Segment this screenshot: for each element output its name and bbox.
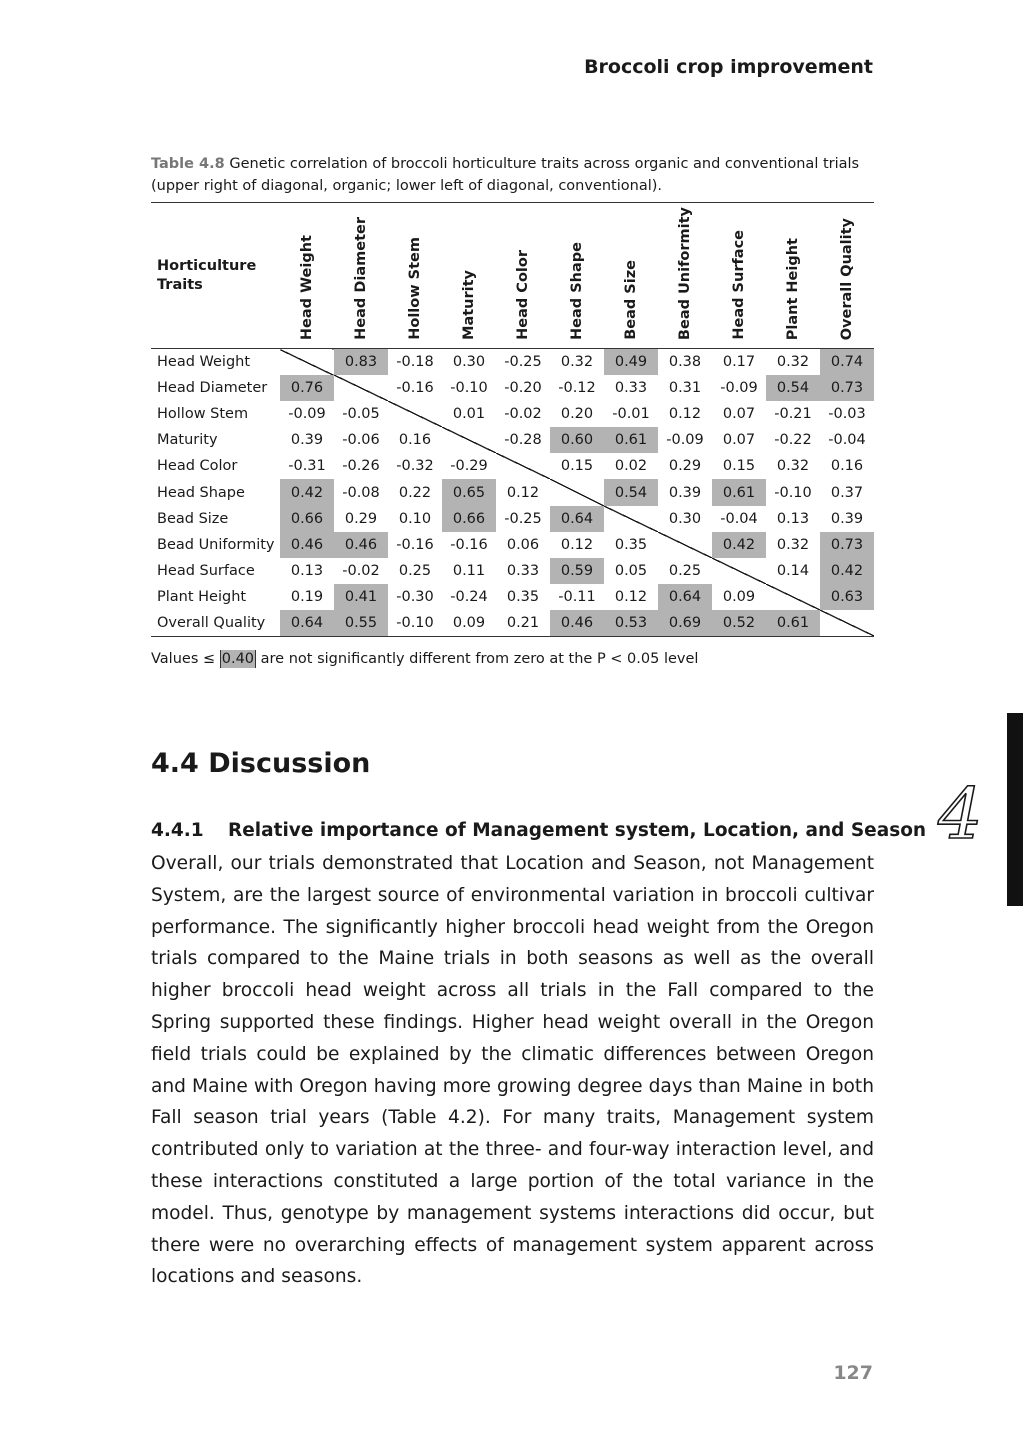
- column-header: [388, 203, 442, 349]
- correlation-cell: 0.33: [614, 379, 648, 396]
- column-header-label: Head Diameter: [353, 217, 369, 340]
- correlation-cell: 0.09: [722, 589, 756, 606]
- note-suffix: are not significantly different from zero at the P < 0.05 level: [256, 651, 699, 667]
- row-label: Head Color: [157, 458, 238, 475]
- row-label: Hollow Stem: [157, 405, 249, 422]
- correlation-cell: 0.49: [604, 349, 658, 375]
- table-corner-header: [151, 203, 280, 349]
- correlation-cell: -0.26: [342, 458, 380, 475]
- correlation-cell: 0.46: [334, 532, 388, 558]
- correlation-cell: 0.12: [668, 405, 702, 422]
- table-row: [151, 401, 874, 427]
- correlation-cell: -0.20: [504, 379, 542, 396]
- correlation-cell: 0.33: [506, 563, 540, 580]
- correlation-cell: -0.18: [396, 353, 434, 370]
- diagonal-cell: [604, 506, 658, 532]
- correlation-cell: 0.19: [290, 589, 324, 606]
- row-label: Head Shape: [157, 484, 245, 501]
- table-caption: [151, 153, 875, 197]
- correlation-cell: 0.38: [668, 353, 702, 370]
- diagonal-cell: [658, 532, 712, 558]
- diagonal-cell: [496, 453, 550, 479]
- row-label: Head Diameter: [157, 379, 268, 396]
- running-header: Broccoli crop improvement: [584, 56, 873, 78]
- diagonal-cell: [280, 349, 334, 375]
- note-threshold-box: 0.40: [221, 651, 255, 667]
- row-label: Head Weight: [157, 353, 251, 370]
- correlation-cell: 0.35: [614, 536, 648, 553]
- row-label: Head Surface: [157, 563, 255, 580]
- column-header: [658, 203, 712, 349]
- column-header: [496, 203, 550, 349]
- correlation-cell: -0.25: [504, 510, 542, 527]
- correlation-cell: 0.32: [560, 353, 594, 370]
- correlation-cell: 0.39: [290, 432, 324, 449]
- correlation-cell: 0.05: [614, 563, 648, 580]
- correlation-cell: -0.04: [720, 510, 758, 527]
- correlation-cell: 0.61: [712, 479, 766, 505]
- correlation-cell: -0.09: [666, 432, 704, 449]
- correlation-cell: 0.61: [604, 427, 658, 453]
- table-row: [151, 532, 874, 558]
- correlation-cell: -0.08: [342, 484, 380, 501]
- table-row: [151, 453, 874, 479]
- column-header: [604, 203, 658, 349]
- diagonal-cell: [442, 427, 496, 453]
- table-caption-text: Genetic correlation of broccoli horticulture traits across organic and conventional trials (upper right of diagonal, organic; lower left of diagonal, conventional).: [151, 156, 860, 194]
- correlation-cell: -0.31: [288, 458, 326, 475]
- correlation-cell: -0.29: [450, 458, 488, 475]
- correlation-cell: 0.54: [604, 479, 658, 505]
- correlation-cell: 0.55: [334, 610, 388, 636]
- column-header: [550, 203, 604, 349]
- column-header-label: Head Color: [515, 250, 531, 340]
- correlation-cell: 0.64: [658, 584, 712, 610]
- correlation-cell: 0.14: [776, 563, 810, 580]
- correlation-cell: 0.09: [442, 610, 496, 636]
- table-note: [151, 651, 698, 667]
- correlation-cell: 0.16: [830, 458, 864, 475]
- correlation-cell: 0.32: [776, 353, 810, 370]
- correlation-cell: 0.83: [334, 349, 388, 375]
- correlation-cell: 0.66: [280, 506, 334, 532]
- table-row: [151, 427, 874, 453]
- correlation-cell: -0.09: [288, 405, 326, 422]
- correlation-cell: 0.35: [506, 589, 540, 606]
- correlation-cell: 0.64: [280, 610, 334, 636]
- correlation-cell: 0.25: [398, 563, 432, 580]
- correlation-cell: -0.21: [774, 405, 812, 422]
- correlation-table: [151, 202, 874, 637]
- correlation-cell: 0.54: [766, 375, 820, 401]
- column-header-label: Bead Size: [623, 260, 639, 340]
- diagonal-cell: [550, 479, 604, 505]
- correlation-cell: 0.73: [820, 532, 874, 558]
- correlation-cell: 0.30: [668, 510, 702, 527]
- correlation-cell: 0.29: [344, 510, 378, 527]
- table-row: [151, 375, 874, 401]
- correlation-cell: 0.41: [334, 584, 388, 610]
- correlation-cell: 0.13: [776, 510, 810, 527]
- row-label: Maturity: [157, 432, 218, 449]
- correlation-cell: 0.66: [442, 506, 496, 532]
- correlation-cell: -0.04: [828, 432, 866, 449]
- subsection-number: 4.4.1: [151, 820, 204, 841]
- correlation-cell: -0.05: [342, 405, 380, 422]
- page-number: 127: [833, 1362, 873, 1384]
- correlation-cell: -0.09: [720, 379, 758, 396]
- correlation-cell: -0.25: [504, 353, 542, 370]
- diagonal-cell: [388, 401, 442, 427]
- correlation-cell: 0.73: [820, 375, 874, 401]
- column-header-label: Head Surface: [731, 230, 747, 340]
- correlation-cell: -0.01: [612, 405, 650, 422]
- correlation-cell: 0.32: [776, 458, 810, 475]
- correlation-cell: -0.32: [396, 458, 434, 475]
- correlation-cell: 0.15: [722, 458, 756, 475]
- correlation-cell: 0.42: [712, 532, 766, 558]
- correlation-cell: 0.42: [280, 479, 334, 505]
- correlation-cell: 0.20: [560, 405, 594, 422]
- correlation-cell: 0.46: [280, 532, 334, 558]
- diagonal-cell: [766, 584, 820, 610]
- chapter-tab: [1007, 713, 1023, 906]
- correlation-cell: 0.22: [398, 484, 432, 501]
- correlation-cell: -0.10: [388, 610, 442, 636]
- correlation-cell: -0.30: [396, 589, 434, 606]
- correlation-cell: 0.21: [496, 610, 550, 636]
- column-header-label: Overall Quality: [839, 217, 855, 340]
- correlation-cell: 0.64: [550, 506, 604, 532]
- table-caption-label: Table 4.8: [151, 156, 225, 172]
- correlation-cell: 0.07: [722, 405, 756, 422]
- column-header-label: Hollow Stem: [407, 237, 423, 340]
- column-header: [820, 203, 874, 349]
- correlation-cell: -0.10: [450, 379, 488, 396]
- correlation-cell: 0.30: [452, 353, 486, 370]
- table-row: [151, 349, 874, 375]
- correlation-cell: -0.22: [774, 432, 812, 449]
- correlation-cell: 0.13: [290, 563, 324, 580]
- correlation-cell: 0.37: [830, 484, 864, 501]
- correlation-cell: 0.11: [452, 563, 486, 580]
- correlation-cell: 0.01: [452, 405, 486, 422]
- correlation-cell: 0.31: [668, 379, 702, 396]
- correlation-cell: 0.06: [506, 536, 540, 553]
- column-header: [766, 203, 820, 349]
- correlation-cell: -0.16: [396, 379, 434, 396]
- correlation-cell: 0.60: [550, 427, 604, 453]
- table-row: [151, 558, 874, 584]
- body-paragraph: Overall, our trials demonstrated that Location and Season, not Management System, are the largest source of environmental variation in broccoli cultivar performance. The significantly higher broccoli head weight from the Oregon trials compared to the Maine trials in both seasons as well as the overall higher broccoli head weight across all trials in the Fall compared to the Spring supported these findings. Higher head weight overall in the Oregon field trials could be explained by the climatic differences between Oregon and Maine with Oregon having more growing degree days than Maine in both Fall season trial years (Table 4.2). For many traits, Management system contributed only to variation at the three- and four-way interaction level, and these interactions constituted a large portion of the total variance in the model. Thus, genotype by management systems interactions did occur, but there were no overarching effects of management system apparent across locations and seasons.: [151, 853, 874, 1288]
- correlation-cell: -0.28: [504, 432, 542, 449]
- table-row: [151, 506, 874, 532]
- correlation-cell: 0.69: [658, 610, 712, 636]
- correlation-cell: 0.07: [722, 432, 756, 449]
- column-header: [442, 203, 496, 349]
- subsection-heading: [151, 820, 927, 841]
- correlation-cell: 0.46: [550, 610, 604, 636]
- column-header: [712, 203, 766, 349]
- table-row: [151, 610, 874, 636]
- chapter-number-mark: [930, 780, 992, 846]
- correlation-cell: 0.65: [442, 479, 496, 505]
- table-row: [151, 479, 874, 505]
- table-header-row: [151, 203, 874, 349]
- note-prefix: Values ≤: [151, 651, 220, 667]
- correlation-cell: 0.12: [506, 484, 540, 501]
- correlation-cell: 0.25: [668, 563, 702, 580]
- correlation-cell: -0.06: [342, 432, 380, 449]
- diagonal-cell: [334, 375, 388, 401]
- correlation-cell: 0.53: [604, 610, 658, 636]
- correlation-cell: -0.11: [558, 589, 596, 606]
- column-header-label: Maturity: [461, 270, 477, 340]
- column-header-label: Head Weight: [299, 234, 315, 340]
- diagonal-cell: [712, 558, 766, 584]
- correlation-cell: 0.39: [830, 510, 864, 527]
- correlation-cell: 0.12: [560, 536, 594, 553]
- correlation-cell: 0.42: [820, 558, 874, 584]
- correlation-cell: -0.10: [774, 484, 812, 501]
- correlation-cell: 0.15: [560, 458, 594, 475]
- correlation-cell: -0.02: [342, 563, 380, 580]
- correlation-cell: 0.12: [614, 589, 648, 606]
- column-header: [334, 203, 388, 349]
- column-header-label: Bead Uniformity: [677, 206, 693, 340]
- subsection-title: Relative importance of Management system, Location, and Season: [228, 820, 927, 841]
- correlation-cell: 0.39: [668, 484, 702, 501]
- correlation-cell: -0.16: [450, 536, 488, 553]
- row-label: Overall Quality: [151, 610, 280, 636]
- correlation-cell: -0.03: [828, 405, 866, 422]
- table-row: [151, 584, 874, 610]
- corner-header-line1: Horticulture: [157, 257, 257, 274]
- correlation-cell: 0.52: [712, 610, 766, 636]
- chapter-number-glyph: 4: [938, 780, 983, 846]
- correlation-cell: -0.02: [504, 405, 542, 422]
- correlation-cell: -0.16: [396, 536, 434, 553]
- column-header-label: Plant Height: [785, 237, 801, 340]
- correlation-cell: 0.02: [614, 458, 648, 475]
- correlation-cell: 0.74: [820, 349, 874, 375]
- column-header-label: Head Shape: [569, 242, 585, 340]
- column-header: [280, 203, 334, 349]
- row-label: Bead Size: [157, 510, 229, 527]
- correlation-cell: 0.17: [722, 353, 756, 370]
- correlation-cell: 0.29: [668, 458, 702, 475]
- correlation-cell: 0.76: [280, 375, 334, 401]
- row-label: Plant Height: [157, 589, 247, 606]
- correlation-cell: 0.61: [766, 610, 820, 636]
- correlation-cell: 0.10: [398, 510, 432, 527]
- correlation-cell: -0.12: [558, 379, 596, 396]
- diagonal-cell: [820, 610, 874, 636]
- correlation-cell: -0.24: [450, 589, 488, 606]
- row-label: Bead Uniformity: [157, 536, 275, 553]
- correlation-cell: 0.16: [398, 432, 432, 449]
- correlation-cell: 0.32: [776, 536, 810, 553]
- corner-header-line2: Traits: [157, 276, 203, 293]
- correlation-cell: 0.63: [820, 584, 874, 610]
- correlation-cell: 0.59: [550, 558, 604, 584]
- section-title: 4.4 Discussion: [151, 748, 371, 779]
